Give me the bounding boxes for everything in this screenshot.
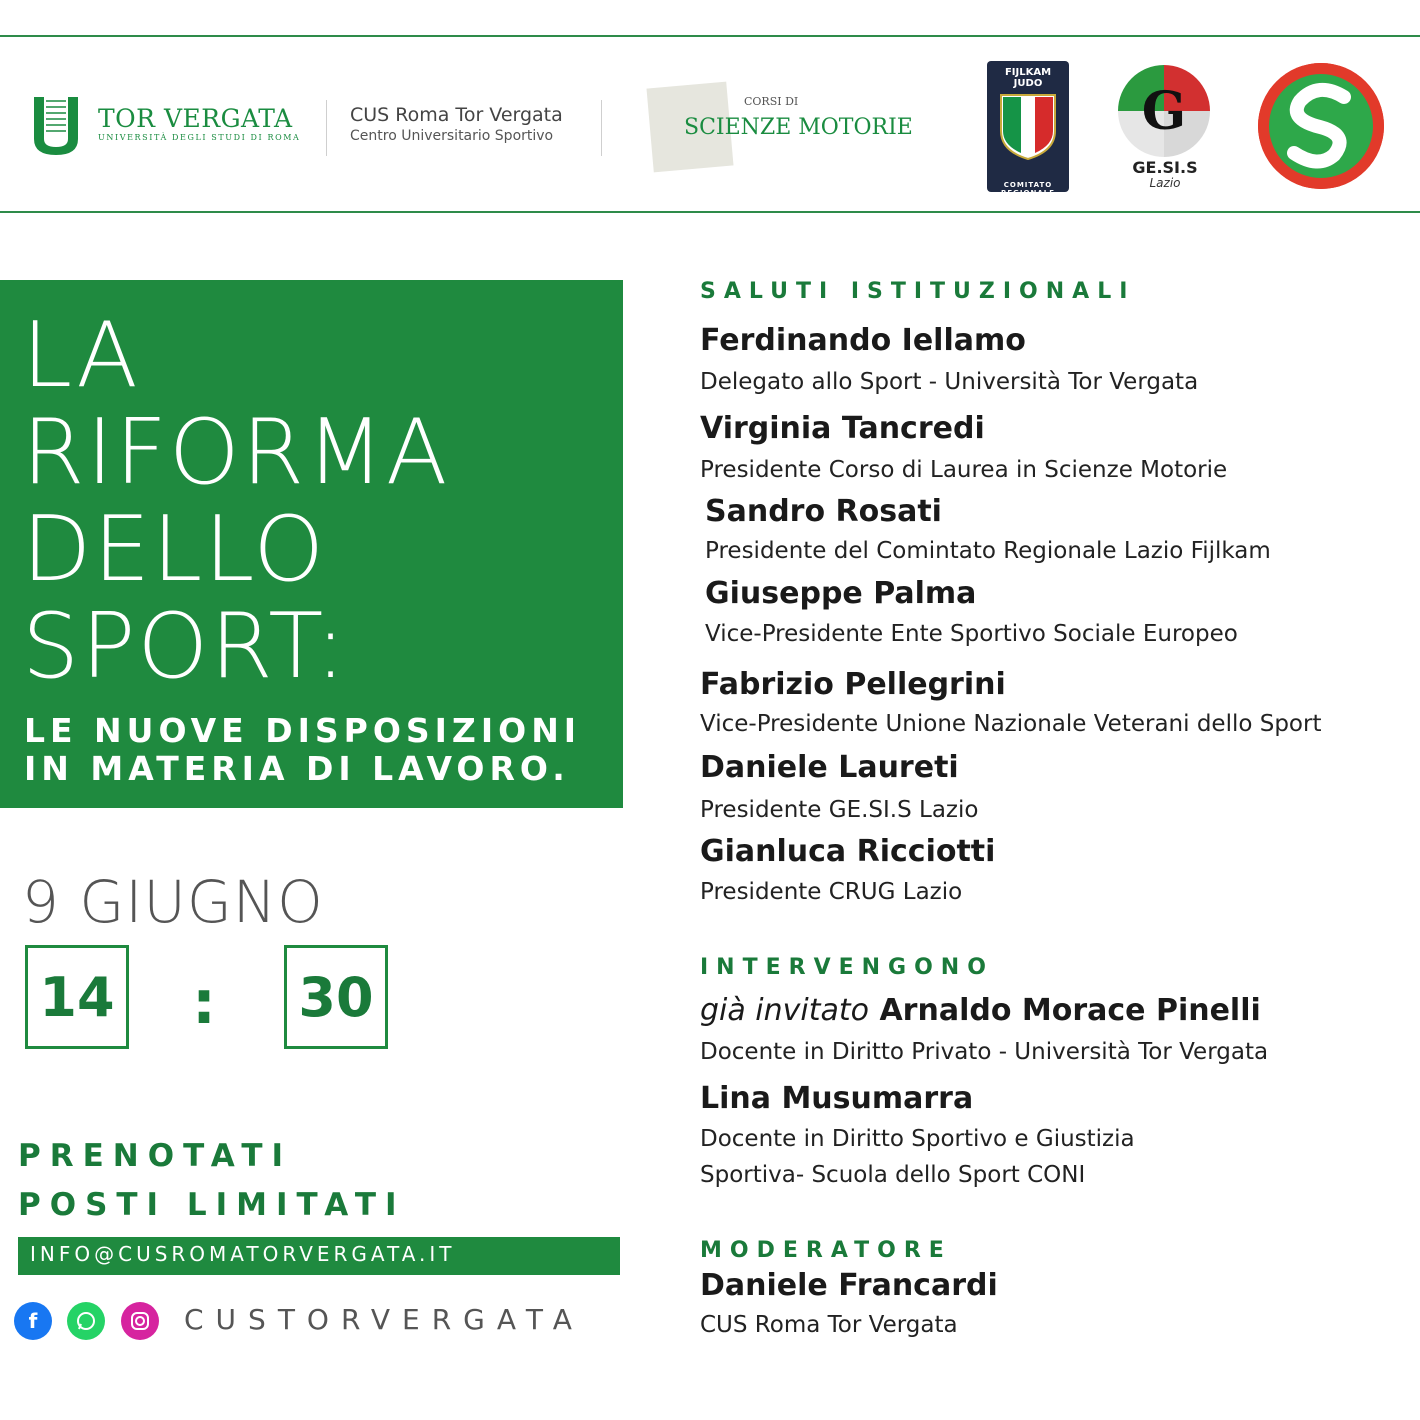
italian-shield-icon (997, 91, 1059, 161)
speaker-role: Vice-Presidente Ente Sportivo Sociale Europeo (705, 621, 1238, 647)
speaker-name: Daniele Laureti (700, 750, 959, 785)
ente-sportivo-logo (1258, 63, 1384, 189)
speaker-role: Presidente del Comintato Regionale Lazio Fijlkam (705, 538, 1271, 564)
event-subtitle: LE NUOVE DISPOSIZIONI IN MATERIA DI LAVORO. (24, 711, 582, 788)
tor-vergata-name: TOR VERGATA (98, 104, 293, 133)
whatsapp-icon[interactable] (67, 1302, 105, 1340)
speaker-name: Virginia Tancredi (700, 411, 985, 446)
fijlkam-bottom: COMITATO REGIONALE LAZIO (1001, 181, 1055, 205)
speaker-role: Docente in Diritto Privato - Università Tor Vergata (700, 1039, 1269, 1065)
event-date: 9 GIUGNO (22, 868, 324, 936)
svg-text:G: G (1141, 81, 1187, 142)
speaker-name: Fabrizio Pellegrini (700, 667, 1006, 702)
speaker-role: Presidente CRUG Lazio (700, 879, 963, 905)
event-title: LA RIFORMA DELLO SPORT: (22, 303, 450, 699)
time-separator: : (192, 968, 216, 1038)
cus-subtitle: Centro Universitario Sportivo (350, 128, 554, 144)
speaker-role: Presidente GE.SI.S Lazio (700, 797, 979, 823)
speaker-name: Ferdinando Iellamo (700, 323, 1026, 358)
speaker-name-line (700, 993, 1261, 1028)
section-title-moderatore: MODERATORE (700, 1238, 952, 1263)
booking-line-1: PRENOTATI (18, 1138, 293, 1174)
speaker-prefix: già invitato (700, 993, 869, 1028)
tor-vergata-subtitle: UNIVERSITÀ DEGLI STUDI DI ROMA (98, 133, 301, 142)
cus-name: CUS Roma Tor Vergata (350, 104, 563, 126)
header-top-rule (0, 35, 1420, 37)
speaker-name: Arnaldo Morace Pinelli (879, 993, 1261, 1028)
gesis-name: GE.SI.S (1132, 158, 1198, 177)
gesis-subtitle: Lazio (1149, 176, 1181, 190)
section-title-saluti: SALUTI ISTITUZIONALI (700, 279, 1136, 304)
header-bottom-rule (0, 211, 1420, 213)
speaker-name: Giuseppe Palma (705, 576, 977, 611)
social-handle[interactable]: CUSTORVERGATA (184, 1303, 584, 1336)
booking-line-2: POSTI LIMITATI (18, 1187, 406, 1223)
gesis-logo-icon (1118, 65, 1210, 157)
fijlkam-logo (987, 61, 1069, 205)
event-hour: 14 (25, 945, 129, 1049)
moderator-name: Daniele Francardi (700, 1268, 998, 1303)
scienze-motorie-top: CORSI DI (744, 95, 799, 108)
speaker-role: Delegato allo Sport - Università Tor Vergata (700, 369, 1199, 395)
scienze-motorie-name: SCIENZE MOTORIE (684, 115, 913, 140)
header-separator (601, 100, 602, 156)
tor-vergata-logo-icon (26, 95, 86, 157)
facebook-icon[interactable]: f (14, 1302, 52, 1340)
moderator-role: CUS Roma Tor Vergata (700, 1312, 958, 1338)
speaker-name: Lina Musumarra (700, 1081, 974, 1116)
header-separator (326, 100, 327, 156)
speaker-role: Presidente Corso di Laurea in Scienze Motorie (700, 457, 1228, 483)
event-minute: 30 (284, 945, 388, 1049)
fijlkam-top: FIJLKAM JUDO (1004, 67, 1052, 89)
contact-email[interactable]: INFO@CUSROMATORVERGATA.IT (30, 1242, 456, 1266)
speaker-role: Vice-Presidente Unione Nazionale Veterani dello Sport (700, 711, 1322, 737)
speaker-name: Gianluca Ricciotti (700, 834, 996, 869)
speaker-role: Sportiva- Scuola dello Sport CONI (700, 1162, 1086, 1188)
speaker-name: Sandro Rosati (705, 494, 942, 529)
ente-sportivo-s-icon (1258, 63, 1384, 189)
instagram-icon[interactable] (121, 1302, 159, 1340)
section-title-intervengono: INTERVENGONO (700, 955, 994, 980)
speaker-role: Docente in Diritto Sportivo e Giustizia (700, 1126, 1135, 1152)
